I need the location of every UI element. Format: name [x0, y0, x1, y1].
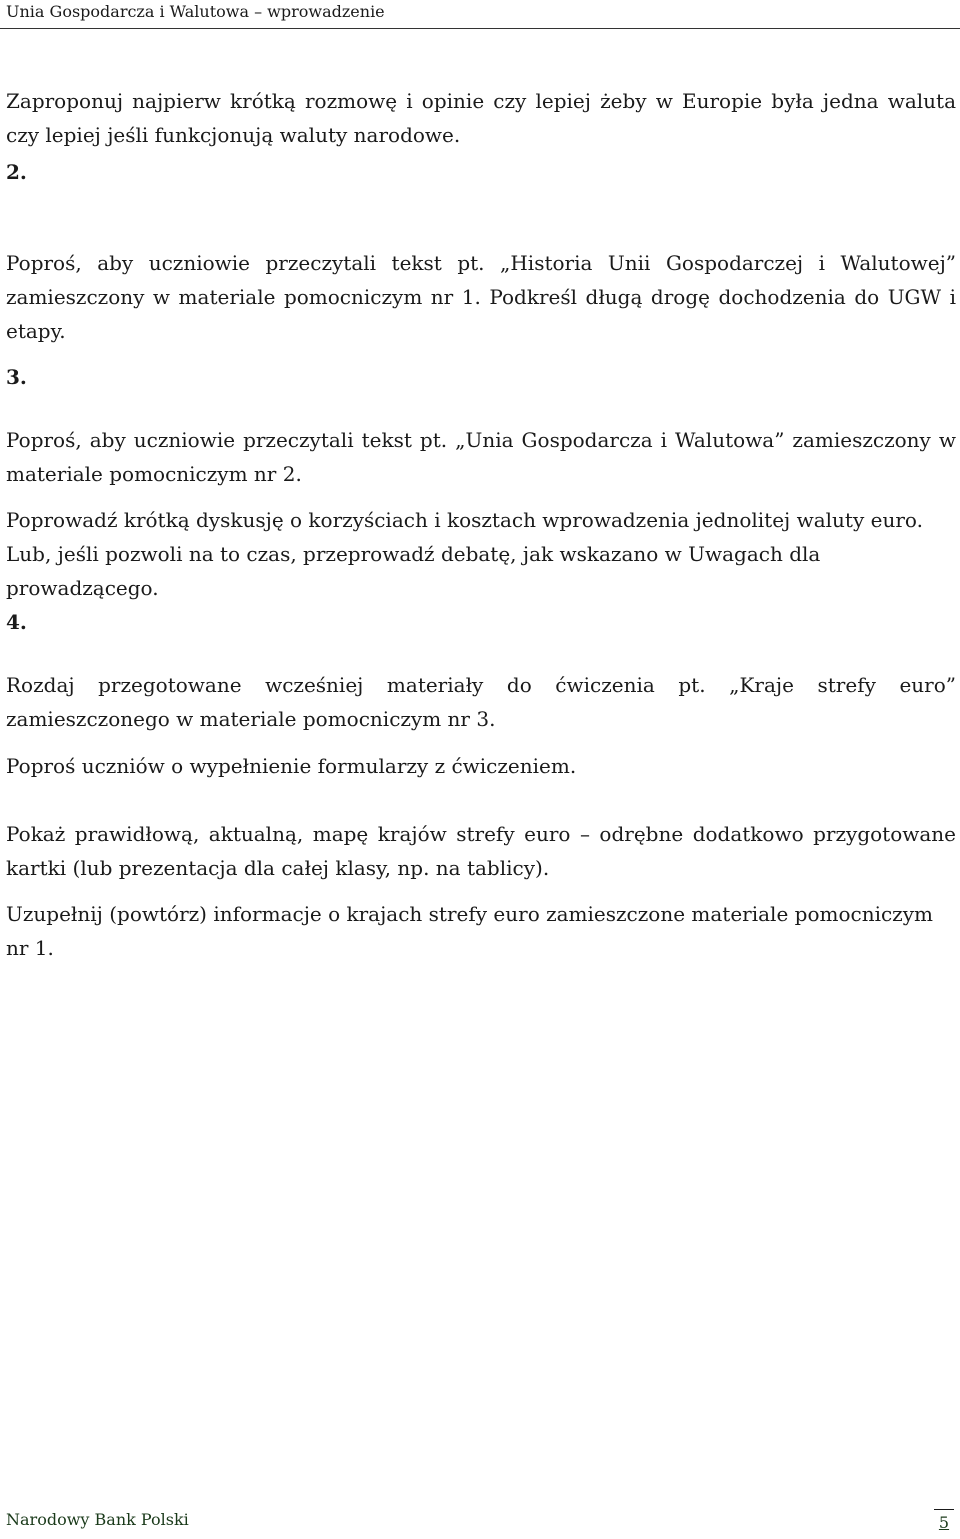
section-2-paragraph: Poproś, aby uczniowie przeczytali tekst pt. „Historia Unii Gospodarczej i Walutowej” zamieszczony w materiale pomocniczym nr 1. Podkreśl długą drogę dochodzenia do UGW i etapy.: [6, 251, 956, 343]
section-4-paragraph-2: Poproś uczniów o wypełnienie formularzy z ćwiczeniem.: [6, 754, 577, 778]
section-4-paragraph-3: Pokaż prawidłową, aktualną, mapę krajów strefy euro – odrębne dodatkowo przygotowane kartki (lub prezentacja dla całej klasy, np. na tablicy).: [6, 822, 956, 880]
section-4-paragraph-1: Rozdaj przegotowane wcześniej materiały do ćwiczenia pt. „Kraje strefy euro” zamieszczonego w materiale pomocniczym nr 3.: [6, 673, 956, 731]
section-3-paragraph-1: Poproś, aby uczniowie przeczytali tekst pt. „Unia Gospodarcza i Walutowa” zamieszczony w materiale pomocniczym nr 2.: [6, 428, 956, 486]
intro-paragraph: Zaproponuj najpierw krótką rozmowę i opinie czy lepiej żeby w Europie była jedna waluta czy lepiej jeśli funkcjonują waluty narodowe.: [6, 89, 956, 147]
page-number: 5: [938, 1513, 950, 1532]
page-number-rule: [934, 1509, 954, 1510]
header-divider: [0, 28, 960, 29]
section-4-paragraph-4: Uzupełnij (powtórz) informacje o krajach strefy euro zamieszczone materiale pomocniczym nr 1.: [6, 902, 933, 960]
section-3-paragraph-2: Poprowadź krótką dyskusję o korzyściach i kosztach wprowadzenia jednolitej waluty euro. Lub, jeśli pozwoli na to czas, przeprowadź debatę, jak wskazano w Uwagach dla prowadzącego.: [6, 508, 923, 600]
header-title: Unia Gospodarcza i Walutowa – wprowadzenie: [6, 2, 385, 21]
page-footer: [0, 1500, 960, 1539]
section-4-number: 4.: [6, 610, 27, 634]
footer-organization: Narodowy Bank Polski: [6, 1510, 189, 1529]
section-3-number: 3.: [6, 365, 27, 389]
page-header: [0, 0, 960, 30]
section-2-number: 2.: [6, 160, 27, 184]
